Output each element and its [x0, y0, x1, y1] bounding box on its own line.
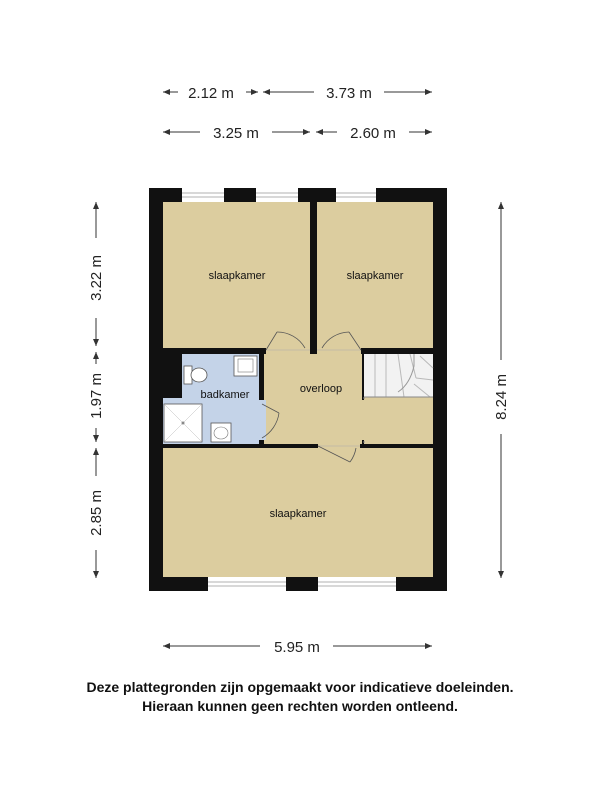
dim-bottom-total: 5.95 m [274, 639, 320, 656]
disclaimer-line2: Hieraan kunnen geen rechten worden ontleend. [142, 698, 458, 714]
label-bathroom: badkamer [200, 389, 250, 401]
sink-icon [234, 356, 257, 376]
building [149, 188, 447, 591]
shower-icon [164, 404, 202, 442]
dimension-left [88, 202, 105, 578]
label-landing: overloop [299, 383, 343, 395]
dim-left-bottom: 2.85 m [88, 490, 105, 536]
disclaimer [0, 678, 600, 716]
room-landing [264, 354, 362, 444]
dim-right-total: 8.24 m [493, 374, 510, 420]
disclaimer-line1: Deze plattegronden zijn opgemaakt voor indicatieve doeleinden. [86, 679, 514, 695]
dim-left-top: 3.22 m [88, 255, 105, 301]
dimension-top-row2 [163, 125, 432, 142]
dim-top-row2-right: 2.60 m [350, 125, 396, 142]
label-bedroom-top-right: slaapkamer [346, 270, 404, 282]
dim-top-row1-left: 2.12 m [188, 85, 234, 102]
dim-top-row2-left: 3.25 m [213, 125, 259, 142]
dim-top-row1-right: 3.73 m [326, 85, 372, 102]
dimension-top-row1 [163, 85, 432, 102]
dim-left-middle: 1.97 m [88, 373, 105, 419]
dimension-bottom [163, 639, 432, 656]
windows-top [182, 188, 376, 202]
washbasin-icon [211, 423, 231, 442]
label-bedroom-top-left: slaapkamer [208, 270, 266, 282]
dimension-right [493, 202, 510, 578]
label-bedroom-bottom: slaapkamer [269, 508, 327, 520]
